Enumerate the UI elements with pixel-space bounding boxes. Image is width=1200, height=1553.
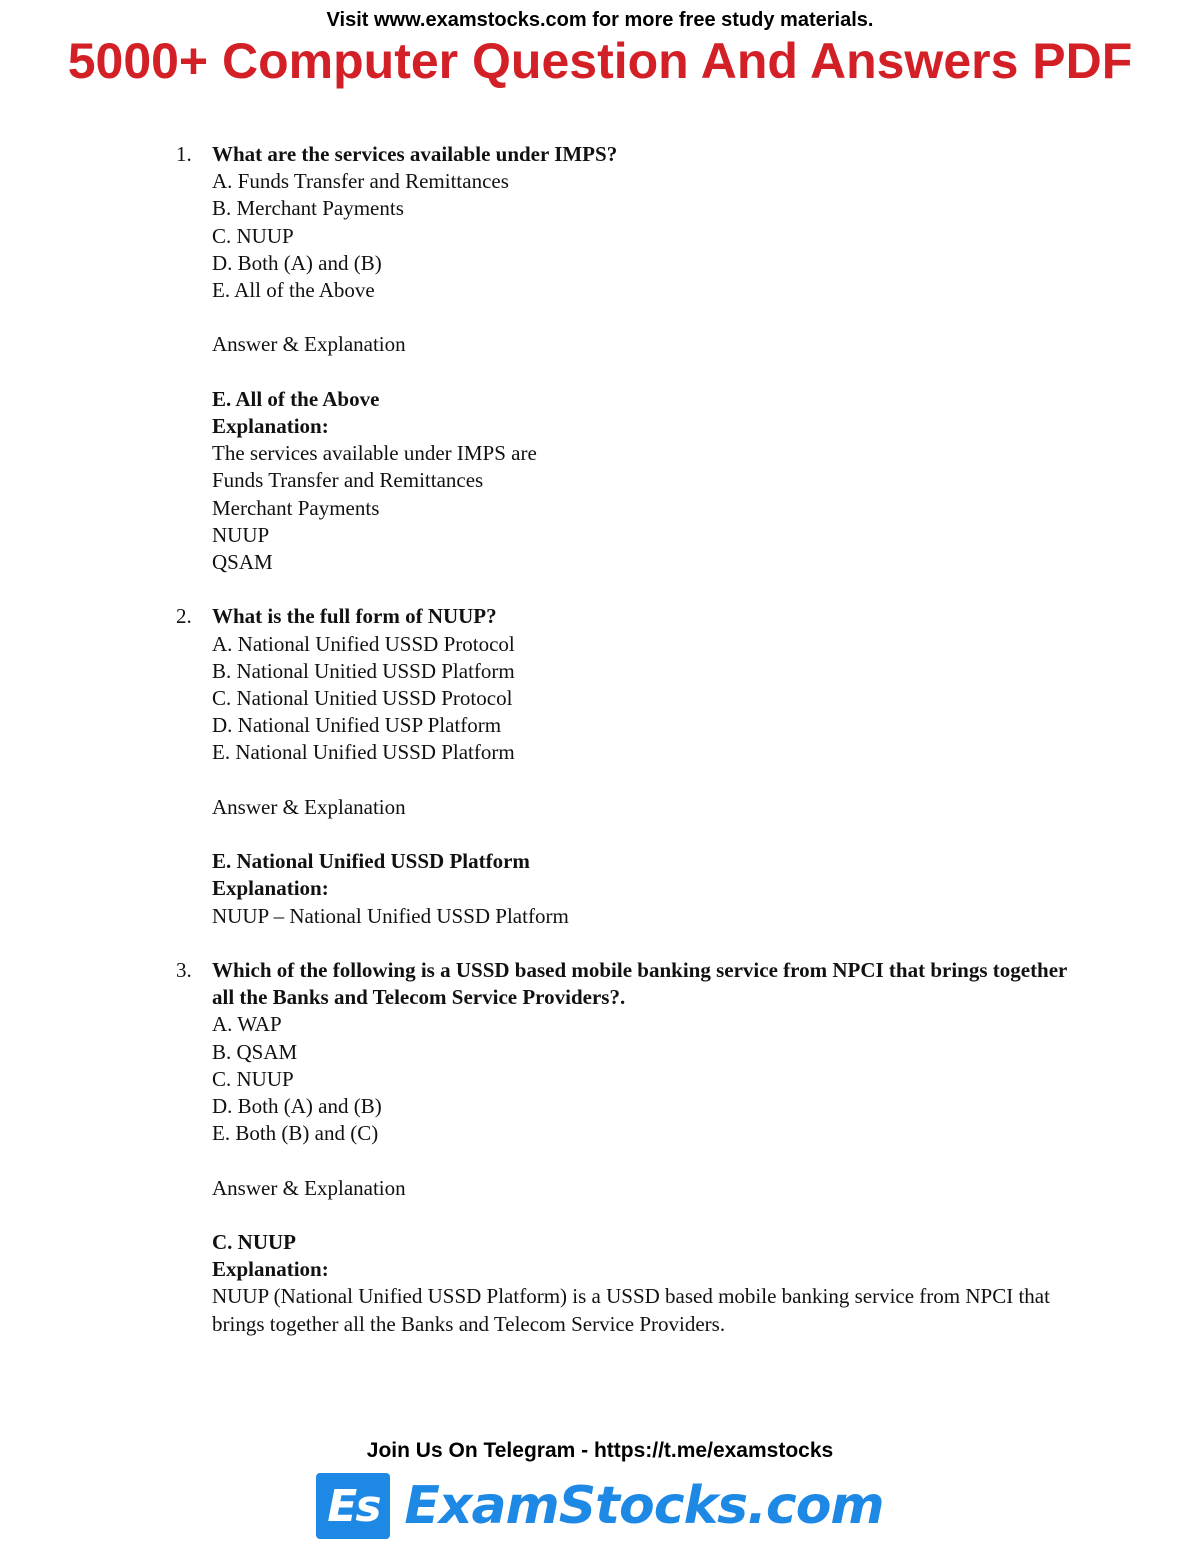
question-number: 2. [176,604,192,629]
question-list [176,141,1076,1338]
option-a: A. WAP [212,1012,282,1037]
explanation-line: Funds Transfer and Remittances [212,468,484,493]
option-a: A. Funds Transfer and Remittances [212,169,509,194]
question-block-3 [176,957,1076,1338]
option-b: B. QSAM [212,1039,298,1064]
explanation-line: NUUP – National Unified USSD Platform [212,903,569,928]
question-block-1 [176,141,1076,576]
answer-explanation-label: Answer & Explanation [212,794,406,819]
brand-name: ExamStocks.com [404,1476,884,1536]
option-e: E. National Unified USSD Platform [212,740,515,765]
option-e: E. All of the Above [212,278,375,303]
page-header [0,0,1200,89]
explanation-line: QSAM [212,550,273,575]
question-block-2 [176,603,1076,929]
explanation-line: The services available under IMPS are [212,441,537,466]
question-text: What are the services available under IMPS? [212,142,618,166]
option-b: B. Merchant Payments [212,196,404,221]
option-b: B. National Unitied USSD Platform [212,658,515,683]
question-number: 3. [176,958,192,982]
telegram-link[interactable]: Join Us On Telegram - https://t.me/examstocks [366,1439,834,1462]
option-a: A. National Unified USSD Protocol [212,631,515,656]
answer-explanation-label: Answer & Explanation [212,332,406,357]
examstocks-logo[interactable] [316,1473,883,1539]
option-d: D. National Unified USP Platform [212,713,502,738]
explanation-line: Merchant Payments [212,495,380,520]
correct-answer: E. National Unified USSD Platform [212,849,530,874]
question-text: What is the full form of NUUP? [212,604,497,629]
answer-explanation-label: Answer & Explanation [212,1175,406,1200]
correct-answer: E. All of the Above [212,386,380,411]
explanation-line: NUUP (National Unified USSD Platform) is a USSD based mobile banking service from NPCI that brings together all the Banks and Telecom Service Providers. [212,1284,1050,1336]
explanation-label: Explanation: [212,876,329,901]
es-logo-icon: Es [316,1473,390,1539]
option-d: D. Both (A) and (B) [212,250,382,275]
option-d: D. Both (A) and (B) [212,1094,382,1119]
question-number: 1. [176,142,192,166]
option-c: C. NUUP [212,223,294,248]
option-c: C. NUUP [212,1066,294,1091]
visit-banner: Visit www.examstocks.com for more free study materials. [326,9,874,31]
explanation-line: NUUP [212,522,270,547]
explanation-label: Explanation: [212,414,329,438]
question-text: Which of the following is a USSD based mobile banking service from NPCI that brings together all the Banks and Telecom Service Providers?. [212,958,1068,1010]
correct-answer: C. NUUP [212,1230,296,1254]
option-c: C. National Unitied USSD Protocol [212,686,513,711]
page-title: 5000+ Computer Question And Answers PDF [67,33,1133,89]
option-e: E. Both (B) and (C) [212,1121,379,1146]
explanation-label: Explanation: [212,1257,329,1282]
page-footer [0,1439,1200,1539]
